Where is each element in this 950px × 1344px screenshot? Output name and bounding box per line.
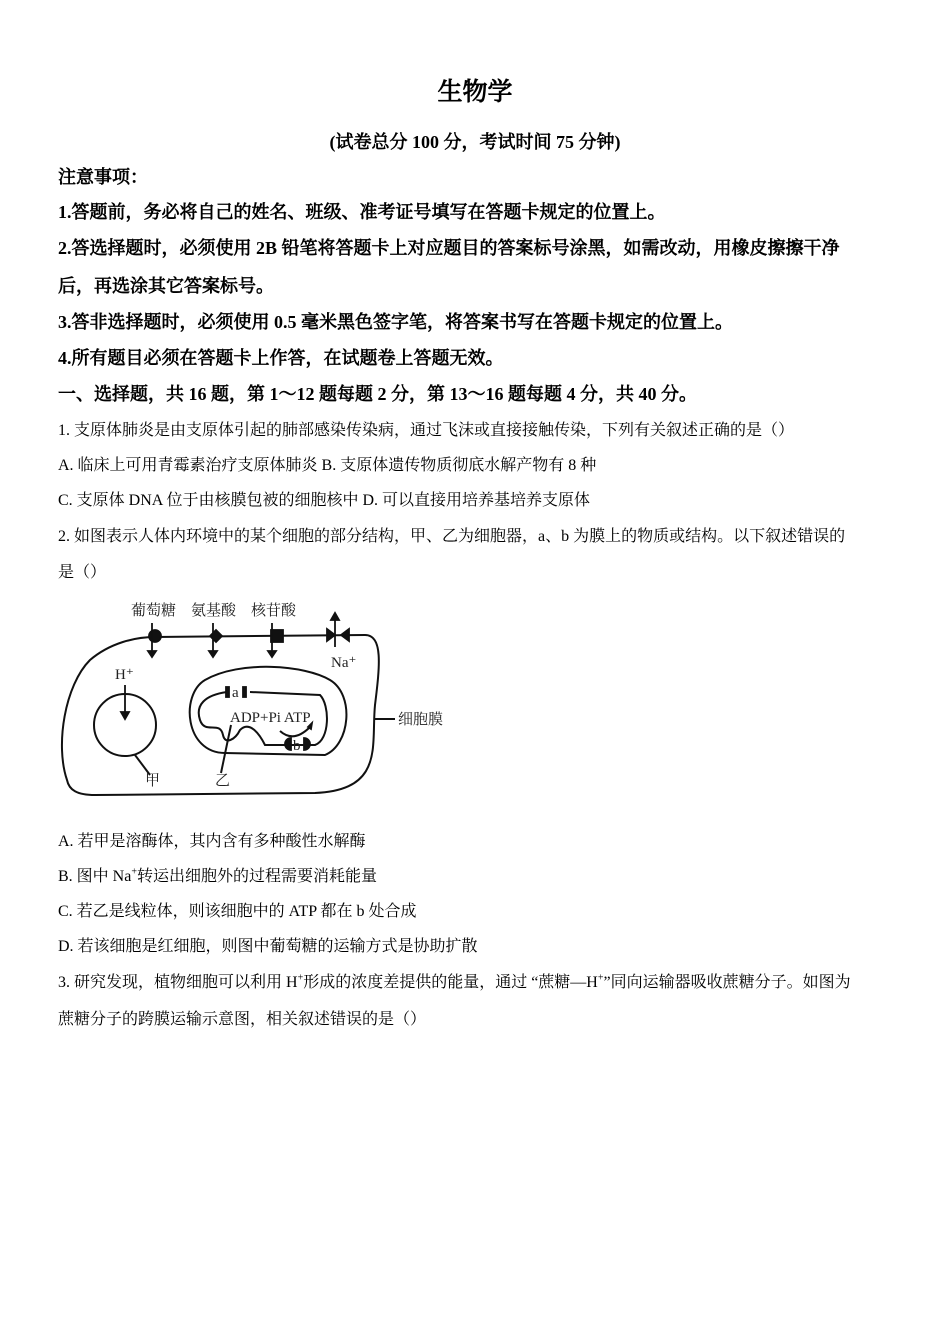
- label-h: H⁺: [115, 667, 134, 683]
- question-3-stem-cont: 蔗糖分子的跨膜运输示意图，相关叙述错误的是（）: [58, 1011, 427, 1028]
- label-glucose: 葡萄糖: [131, 603, 177, 619]
- question-3-stem: [58, 973, 851, 993]
- notice-item: 1.答题前，务必将自己的姓名、班级、准考证号填写在答题卡规定的位置上。: [58, 202, 666, 222]
- superscript: +: [131, 866, 137, 878]
- notice-item: 4.所有题目必须在答题卡上作答，在试题卷上答题无效。: [58, 348, 504, 368]
- label-jia: 甲: [145, 773, 161, 789]
- text: ”同向运输器吸收蔗糖分子。如图为: [603, 974, 851, 991]
- cell-diagram: [55, 595, 455, 800]
- label-b: b: [293, 738, 301, 754]
- question-1-options-cd: C. 支原体 DNA 位于由核膜包被的细胞核中 D. 可以直接用培养基培养支原体: [58, 492, 591, 509]
- question-2-option-b: [58, 867, 377, 887]
- label-membrane: 细胞膜: [398, 712, 444, 728]
- question-2-option-c: C. 若乙是线粒体，则该细胞中的 ATP 都在 b 处合成: [58, 903, 417, 920]
- text: 转运出细胞外的过程需要消耗能量: [136, 868, 377, 885]
- label-nucleotide: 核苷酸: [251, 603, 297, 619]
- notice-item: 2.答选择题时，必须使用 2B 铅笔将答题卡上对应题目的答案标号涂黑，如需改动，用橡皮擦擦干净: [58, 238, 840, 258]
- superscript: +: [297, 972, 304, 984]
- notice-item: 后，再选涂其它答案标号。: [58, 276, 274, 296]
- label-na: Na⁺: [331, 655, 357, 671]
- label-yi: 乙: [215, 773, 231, 789]
- notice-item: 3.答非选择题时，必须使用 0.5 毫米黑色签字笔，将答案书写在答题卡规定的位置上。: [58, 312, 733, 332]
- question-1-options-ab: A. 临床上可用青霉素治疗支原体肺炎 B. 支原体遗传物质彻底水解产物有 8 种: [58, 457, 597, 474]
- question-1-stem: 1. 支原体肺炎是由支原体引起的肺部感染传染病，通过飞沫或直接接触传染，下列有关叙述正确的是（）: [58, 422, 795, 439]
- question-2-option-d: D. 若该细胞是红细胞，则图中葡萄糖的运输方式是协助扩散: [58, 938, 478, 955]
- label-amino-acid: 氨基酸: [191, 603, 237, 619]
- exam-info: (试卷总分 100 分，考试时间 75 分钟): [329, 132, 621, 152]
- question-2-option-a: A. 若甲是溶酶体，其内含有多种酸性水解酶: [58, 833, 366, 850]
- text: B. 图中 Na: [58, 868, 132, 885]
- page-title: 生物学: [437, 79, 513, 106]
- label-a: a: [232, 685, 239, 701]
- text: 形成的浓度差提供的能量，通过 “蔗糖—H: [303, 974, 598, 991]
- question-2-stem-cont: 是（）: [58, 564, 107, 581]
- notice-heading: 注意事项：: [58, 167, 148, 187]
- text: 3. 研究发现，植物细胞可以利用 H: [58, 974, 298, 991]
- question-2-stem: 2. 如图表示人体内环境中的某个细胞的部分结构，甲、乙为细胞器，a、b 为膜上的物质或结构。以下叙述错误的: [58, 528, 846, 545]
- superscript: +: [597, 972, 604, 984]
- label-adp-atp: ADP+Pi ATP: [230, 710, 311, 726]
- section-heading: 一、选择题，共 16 题，第 1～12 题每题 2 分，第 13～16 题每题 4 分，共 40 分。: [58, 384, 697, 404]
